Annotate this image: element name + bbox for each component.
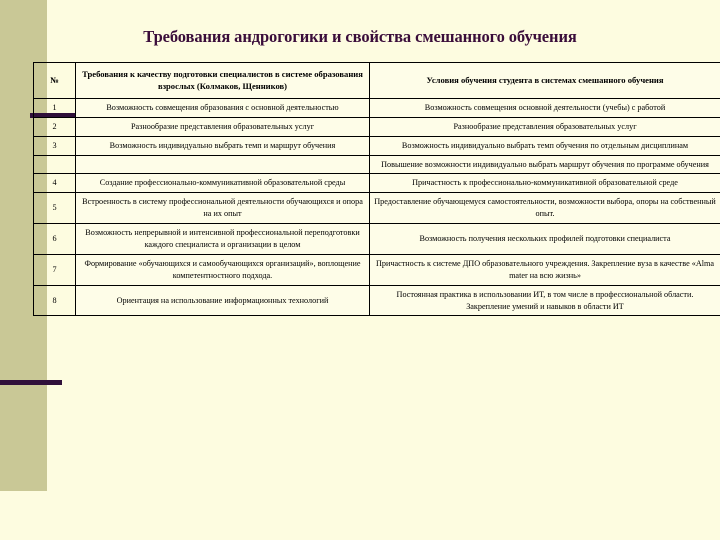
table-body (34, 98, 720, 316)
table-cell-requirement: Возможность совмещения образования с основной деятельностью (76, 98, 370, 117)
table-cell-requirement: Разнообразие представления образовательных услуг (76, 117, 370, 136)
column-header-conditions: Условия обучения студента в системах смешанного обучения (370, 63, 720, 99)
table-cell-condition: Причастность к профессионально-коммуникативной образовательной среде (370, 174, 720, 193)
table-cell-requirement: Формирование «обучающихся и самообучающихся организаций», воплощение компетентностного подхода. (76, 254, 370, 285)
table-cell-requirement: Создание профессионально-коммуникативной образовательной среды (76, 174, 370, 193)
table-cell-requirement: Возможность непрерывной и интенсивной профессиональной переподготовки каждого специалиста и организации в целом (76, 224, 370, 255)
table-cell-number: 2 (34, 117, 76, 136)
table-row (34, 224, 720, 255)
page-title: Требования андрогогики и свойства смешанного обучения (143, 27, 577, 46)
table-row (34, 254, 720, 285)
table-cell-requirement: Возможность индивидуально выбрать темп и маршрут обучения (76, 136, 370, 155)
table-cell-number: 6 (34, 224, 76, 255)
table-cell-condition: Возможность индивидуально выбрать темп обучения по отдельным дисциплинам (370, 136, 720, 155)
table-cell-requirement: Встроенность в систему профессиональной деятельности обучающихся и опора на их опыт (76, 193, 370, 224)
table-cell-condition: Постоянная практика в использовании ИТ, в том числе в профессиональной области. Закрепление умений и навыков в области ИТ (370, 285, 720, 316)
table-cell-condition: Возможность совмещения основной деятельности (учебы) с работой (370, 98, 720, 117)
table-header-row (34, 63, 720, 99)
table-header (34, 63, 720, 99)
requirements-table (33, 62, 720, 316)
table-cell-condition: Предоставление обучающемуся самостоятельности, возможности выбора, опоры на собственный опыт. (370, 193, 720, 224)
table-cell-number (34, 155, 76, 174)
table-cell-number: 7 (34, 254, 76, 285)
table-cell-requirement: Ориентация на использование информационных технологий (76, 285, 370, 316)
table-row (34, 98, 720, 117)
table-row (34, 174, 720, 193)
table-row (34, 193, 720, 224)
column-header-requirements: Требования к качеству подготовки специалистов в системе образования взрослых (Колмаков, Щенников) (76, 63, 370, 99)
table-cell-condition: Возможность получения нескольких профилей подготовки специалиста (370, 224, 720, 255)
table-cell-condition: Разнообразие представления образовательных услуг (370, 117, 720, 136)
table-cell-number: 5 (34, 193, 76, 224)
table-cell-condition: Повышение возможности индивидуально выбрать маршрут обучения по программе обучения (370, 155, 720, 174)
table-cell-number: 1 (34, 98, 76, 117)
table-cell-number: 8 (34, 285, 76, 316)
table-cell-number: 3 (34, 136, 76, 155)
table-cell-requirement (76, 155, 370, 174)
table-cell-condition: Причастность к системе ДПО образовательного учреждения. Закрепление вуза в качестве «Alma mater на всю жизнь» (370, 254, 720, 285)
column-header-number: № (34, 63, 76, 99)
table-row (34, 136, 720, 155)
table-row (34, 155, 720, 174)
table-row (34, 117, 720, 136)
table-row (34, 285, 720, 316)
table-cell-number: 4 (34, 174, 76, 193)
